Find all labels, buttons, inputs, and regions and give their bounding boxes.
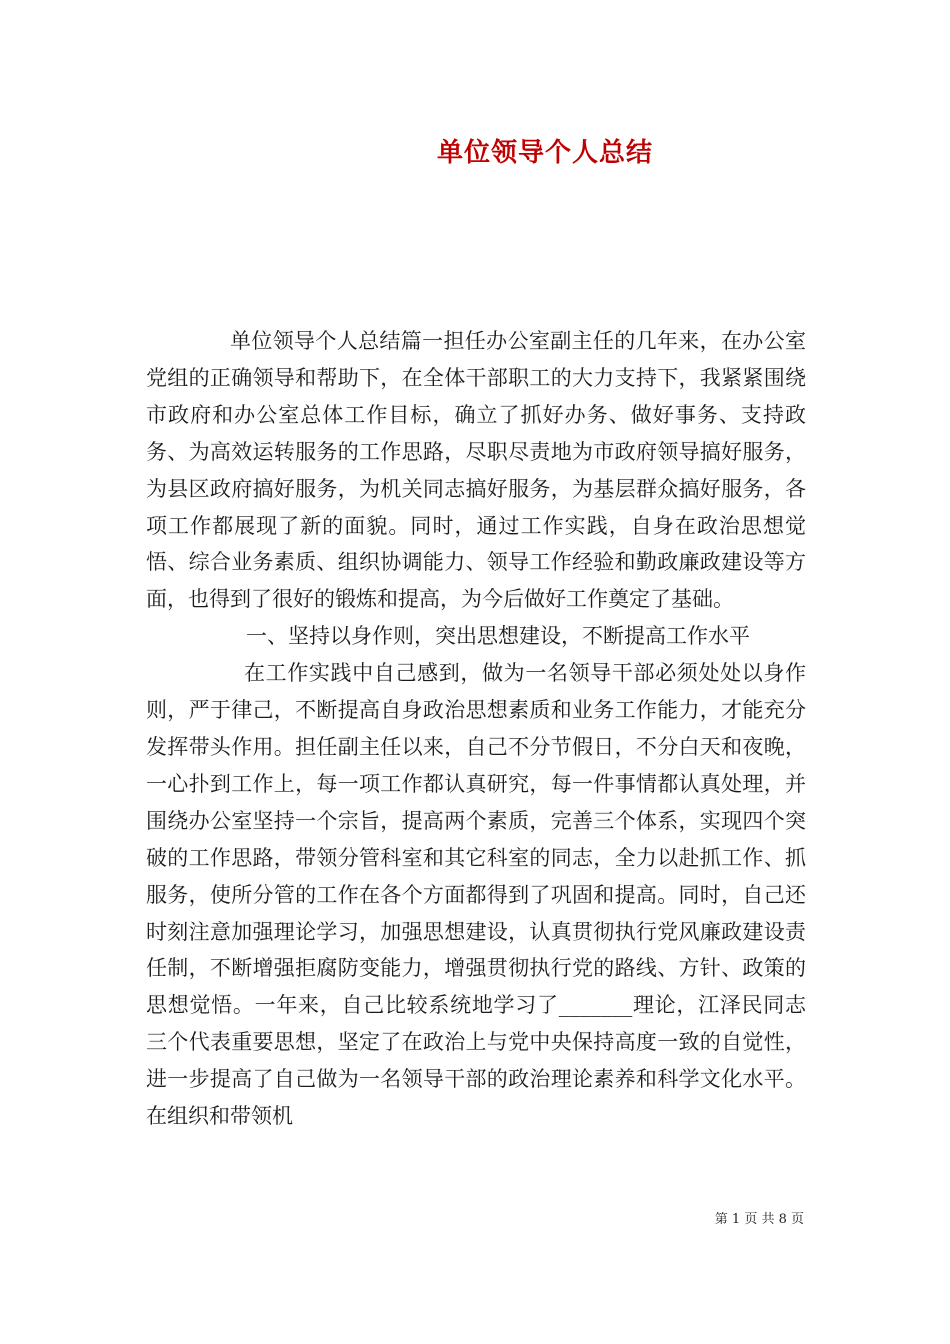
section-heading-1: 一、坚持以身作则，突出思想建设，不断提高工作水平 [246,624,750,649]
document-body [146,323,806,1135]
paragraph-section-1: 在工作实践中自己感到，做为一名领导干部必须处处以身作则，严于律己，不断提高自身政治思想素质和业务工作能力，才能充分发挥带头作用。担任副主任以来，自己不分节假日，不分白天和夜晚，一心扑到工作上，每一项工作都认真研究，每一件事情都认真处理，并围绕办公室坚持一个宗旨，提高两个素质，完善三个体系，实现四个突破的工作思路，带领分管科室和其它科室的同志，全力以赴抓工作、抓服务，使所分管的工作在各个方面都得到了巩固和提高。同时，自己还时刻注意加强理论学习，加强思想建设，认真贯彻执行党风廉政建设责任制，不断增强拒腐防变能力，增强贯彻执行党的路线、方针、政策的思想觉悟。一年来，自己比较系统地学习了_______理论，江泽民同志三个代表重要思想，坚定了在政治上与党中央保持高度一致的自觉性，进一步提高了自己做为一名领导干部的政治理论素养和科学文化水平。在组织和带领机 [146,661,806,1129]
paragraph-intro: 单位领导个人总结篇一担任办公室副主任的几年来，在办公室党组的正确领导和帮助下，在全体干部职工的大力支持下，我紧紧围绕市政府和办公室总体工作目标，确立了抓好办务、做好事务、支持政务、为高效运转服务的工作思路，尽职尽责地为市政府领导搞好服务，为县区政府搞好服务，为机关同志搞好服务，为基层群众搞好服务，各项工作都展现了新的面貌。同时，通过工作实践，自身在政治思想觉悟、综合业务素质、组织协调能力、领导工作经验和勤政廉政建设等方面，也得到了很好的锻炼和提高，为今后做好工作奠定了基础。 [146,329,806,612]
document-title: 单位领导个人总结 [436,138,653,168]
page-footer: 第 1 页 共 8 页 [714,1212,804,1227]
